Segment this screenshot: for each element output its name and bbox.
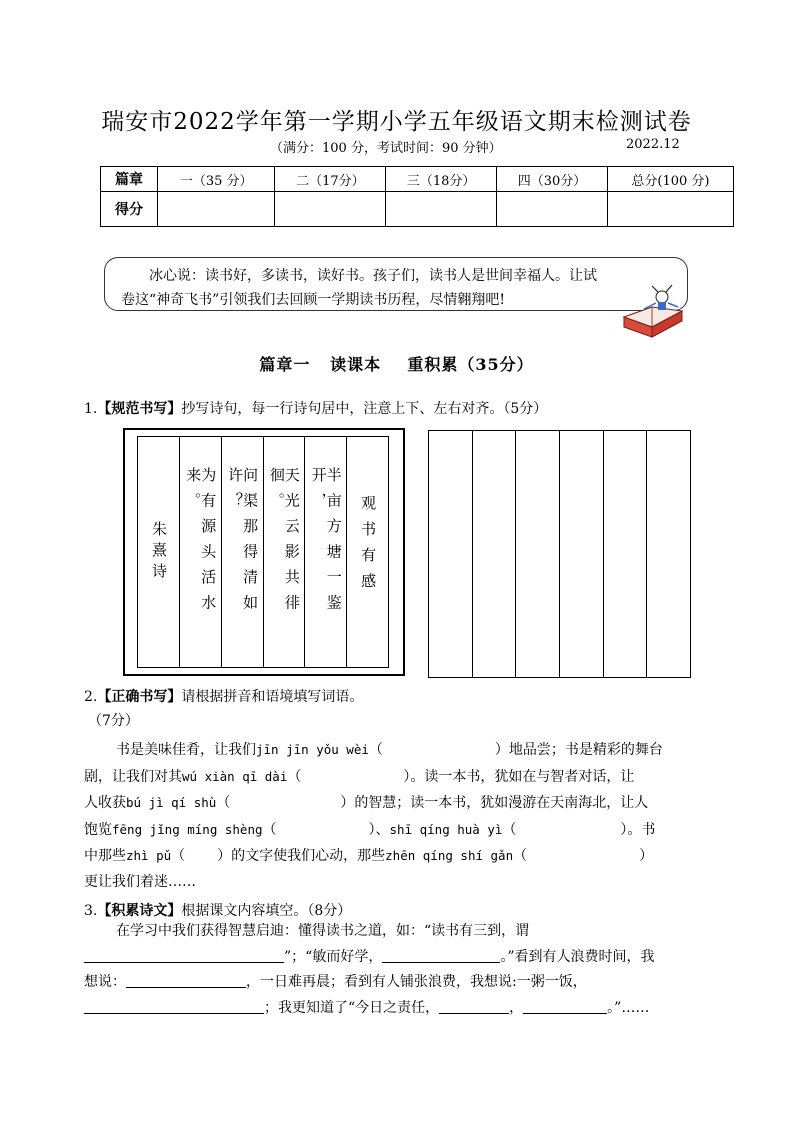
- writing-column[interactable]: [603, 431, 647, 677]
- fill-blank-6[interactable]: [523, 999, 607, 1014]
- passage-line: 想说： ，一日难再晨；看到有人铺张浪费，我想说:一粥一饭，: [84, 974, 587, 990]
- fill-blank-5[interactable]: [439, 999, 509, 1014]
- passage-line: 人收获bú jì qí shù（ ）的智慧；读一本书，犹如漫游在天南海北，让人: [84, 795, 649, 811]
- fill-blank-4[interactable]: [84, 999, 264, 1014]
- passage-line: ”；“敏而好学， 。”看到有人浪费时间，我: [84, 945, 724, 971]
- intro-line-2: 卷这“神奇飞书”引领我们去回顾一学期读书历程，尽情翱翔吧!: [121, 292, 505, 308]
- exam-title: 瑞安市2022学年第一学期小学五年级语文期末检测试卷: [101, 109, 692, 135]
- poem-line-4: 为有源头活水来。: [184, 467, 218, 620]
- total-score-cell[interactable]: [607, 192, 733, 227]
- passage-line: 中那些zhì pǔ（ ）的文字使我们心动，那些zhēn qíng shí gǎn（ ）: [84, 848, 654, 864]
- passage-line: 在学习中我们获得智慧启迪：懂得读书之道，如：“读书有三到，谓: [116, 923, 530, 939]
- question-1-number: 1.: [84, 401, 98, 417]
- poem-columns: [137, 436, 389, 668]
- fill-blank-2[interactable]: [382, 948, 500, 963]
- poem-line-2: 天光云影共徘徊。: [267, 467, 301, 620]
- score-label: 得分: [101, 192, 158, 227]
- pinyin-5: shī qíng huà yì: [389, 821, 503, 837]
- intro-line-1: 冰心说：读书好，多读书，读好书。孩子们，读书人是世间幸福人。让试: [149, 268, 597, 284]
- writing-column[interactable]: [472, 431, 516, 677]
- chapter-2-score-cell[interactable]: [275, 192, 386, 227]
- question-2-tag: 【正确书写】: [97, 689, 182, 705]
- chapter-4-header: 四（30分）: [497, 167, 608, 192]
- poem-line-column: [263, 437, 305, 667]
- chapter-2-header: 二（17分）: [275, 167, 386, 192]
- exam-subtitle: （满分：100 分，考试时间：90 分钟）: [270, 141, 502, 156]
- question-1-text: 抄写诗句，每一行诗句居中，注意上下、左右对齐。（5分）: [181, 401, 548, 417]
- pinyin-7: zhēn qíng shí gǎn: [385, 848, 514, 863]
- question-2-points: （7分）: [88, 713, 139, 729]
- poem-title-column: [346, 437, 388, 667]
- flying-book-illustration: [622, 283, 684, 339]
- total-header: 总分(100 分): [607, 167, 733, 192]
- writing-column[interactable]: [515, 431, 559, 677]
- score-table: [100, 166, 734, 227]
- score-table-header-row: [101, 167, 734, 192]
- poem-line-column: [179, 437, 221, 667]
- pinyin-6: zhì pǔ: [126, 848, 172, 863]
- chapter-1-header: 一（35 分）: [158, 167, 275, 192]
- passage-line: 剧，让我们对其wú xiàn qī dài（ ）。读一本书，犹如在与智者对话，让: [84, 768, 635, 785]
- question-2-text: 请根据拼音和语境填写词语。: [181, 689, 364, 705]
- fill-blank-3[interactable]: [126, 973, 246, 988]
- fill-blank-1[interactable]: [84, 948, 284, 963]
- question-2-number: 2.: [84, 689, 98, 705]
- copy-writing-grid[interactable]: [428, 430, 691, 678]
- chapter-1-score-cell[interactable]: [158, 192, 275, 227]
- poem-author: 朱熹诗: [149, 520, 168, 584]
- passage-line: ；我更知道了“今日之责任， ， 。”……: [84, 996, 724, 1022]
- question-1-tag: 【规范书写】: [97, 401, 182, 417]
- pinyin-3: bú jì qí shù: [126, 795, 217, 810]
- question-3-tag: 【积累诗文】: [97, 903, 182, 919]
- chapter-3-score-cell[interactable]: [386, 192, 497, 227]
- pinyin-4: fēng jǐng míng shèng: [112, 821, 263, 837]
- question-3-prompt: [84, 901, 351, 921]
- exam-date: 2022.12: [626, 137, 680, 152]
- section-1-title: 篇章一 读课本 重积累（35分）: [259, 355, 534, 374]
- chapter-4-score-cell[interactable]: [497, 192, 608, 227]
- question-1-prompt: [84, 399, 547, 419]
- chapter-label: 篇章: [101, 167, 158, 192]
- passage-line: 更让我们着迷……: [84, 873, 196, 890]
- poem-line-3: 问渠那得清如许？: [226, 467, 260, 620]
- poem-line-column: [304, 437, 346, 667]
- writing-column[interactable]: [646, 431, 690, 677]
- score-table-score-row: [101, 192, 734, 227]
- intro-speech-bubble: [104, 257, 688, 311]
- poem-line-1: 半亩方塘一鉴开，: [309, 467, 343, 620]
- passage-line: 饱览fēng jǐng míng shèng（ ）、shī qíng huà yì（ ）。书: [84, 821, 656, 838]
- writing-column[interactable]: [559, 431, 603, 677]
- question-3-number: 3.: [84, 903, 98, 919]
- passage-line: 书是美味佳肴，让我们jīn jīn yǒu wèi（ ）地品尝；书是精彩的舞台: [116, 742, 663, 758]
- poem-author-column: [138, 437, 179, 667]
- pinyin-2: wú xiàn qī dài: [182, 768, 288, 784]
- question-2-passage: [84, 737, 724, 895]
- question-3-passage: [84, 919, 724, 1021]
- question-3-text: 根据课文内容填空。（8分）: [181, 903, 352, 919]
- pinyin-1: jīn jīn yǒu wèi: [256, 742, 369, 757]
- question-2-prompt: [84, 687, 363, 707]
- poem-title: 观书有感: [359, 495, 378, 599]
- writing-column[interactable]: [429, 431, 472, 677]
- poem-model-box: [123, 428, 405, 676]
- chapter-3-header: 三（18分）: [386, 167, 497, 192]
- poem-line-column: [221, 437, 263, 667]
